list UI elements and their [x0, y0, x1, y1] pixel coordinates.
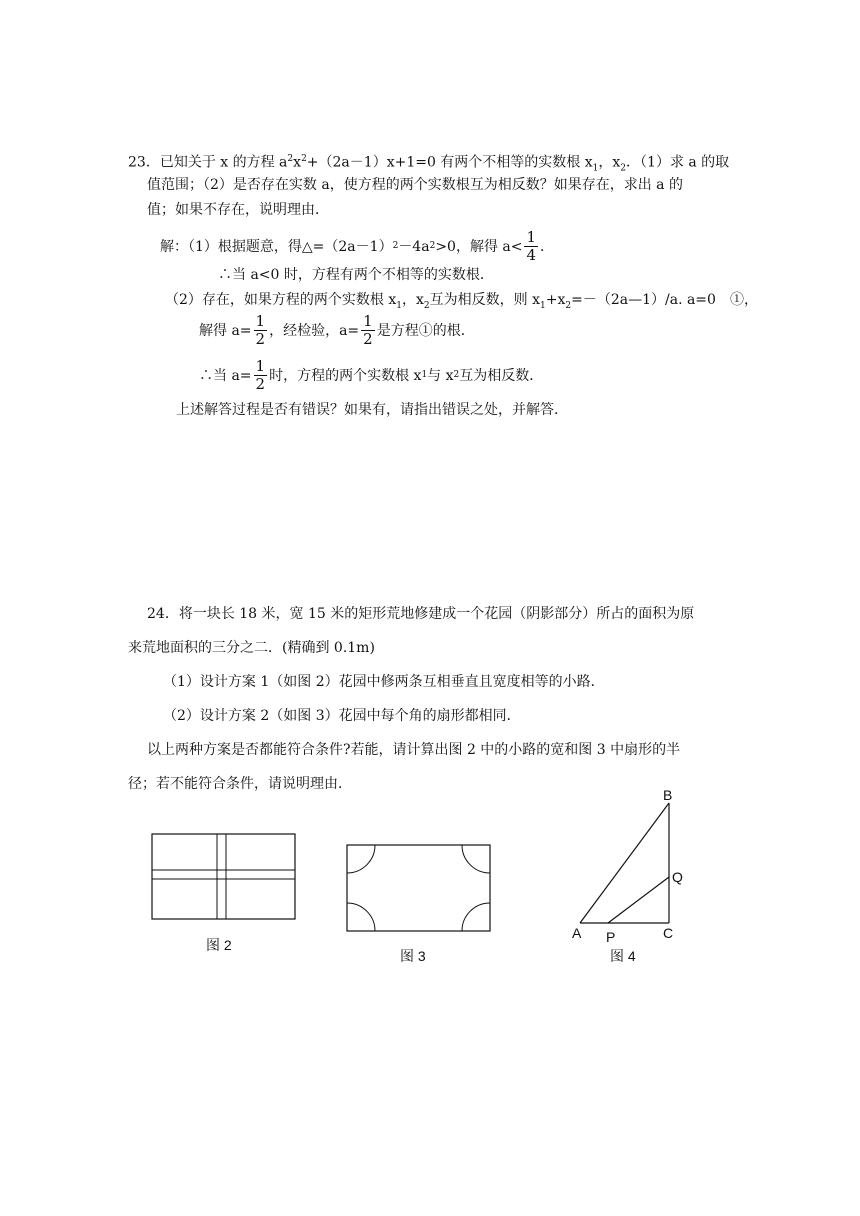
q23-line-3: 值；如果不存在，说明理由．: [147, 202, 329, 218]
label-C: C: [663, 925, 674, 941]
label-P: P: [606, 929, 616, 945]
label-A: A: [572, 925, 582, 941]
q23-line-1: 23．已知关于 x 的方程 $a^2x^2+(2a-1)x+1=0$ 有两个不相等的实数根 $x_1$，$x_2$．（1）求 a 的取: [128, 154, 730, 174]
q24-line-6: 径；若不能符合条件，请说明理由．: [128, 776, 352, 792]
q23-solution-1: 解：（1）根据题意，得△=（2a－1） 2 －4a 2 >0，解得 a< $\frac{1}{4}$ ．: [160, 227, 555, 264]
q23-solution-3: （2）存在，如果方程的两个实数根 $x_1$，$x_2$互为相反数，则 $x_1+x_2=-(2a—1)/a$. a=0 ①，: [165, 292, 758, 311]
label-B: B: [663, 787, 673, 803]
q23-question: 上述解答过程是否有错误？如果有，请指出错误之处，并解答．: [176, 402, 568, 418]
q23-solution-5: ∴当 a= $\frac{1}{2}$ 时，方程的两个实数根 x 1 与 x 2 互为相反数．: [199, 356, 544, 393]
fraction-one-quarter: $\frac{1}{4}$: [526, 227, 537, 264]
figure-4-caption: 图 4: [610, 948, 636, 964]
figure-3-diagram: [345, 843, 493, 933]
q23-solution-4: 解得 a= $\frac{1}{2}$ ，经检验，a= $\frac{1}{2}$ 是方程①的根．: [199, 311, 475, 348]
q23-solution-2: ∴当 a<0 时，方程有两个不相等的实数根．: [218, 267, 494, 283]
q24-line-2: 来荒地面积的三分之二．(精确到 0.1m): [128, 640, 375, 656]
label-Q: Q: [672, 869, 683, 885]
figure-2-caption: 图 2: [206, 937, 232, 953]
q24-line-1: 24．将一块长 18 米，宽 15 米的矩形荒地修建成一个花园（阴影部分）所占的面积为原: [147, 606, 695, 622]
fraction-one-half: $\frac{1}{2}$: [255, 356, 266, 393]
figure-3-caption: 图 3: [400, 948, 426, 964]
q24-line-5: 以上两种方案是否都能符合条件?若能，请计算出图 2 中的小路的宽和图 3 中扇形的半: [147, 742, 681, 758]
fraction-one-half: $\frac{1}{2}$: [363, 311, 373, 348]
q23-line-2: 值范围；（2）是否存在实数 a，使方程的两个实数根互为相反数？如果存在，求出 a 的: [147, 177, 683, 193]
q24-line-3: （1）设计方案 1（如图 2）花园中修两条互相垂直且宽度相等的小路．: [163, 674, 605, 690]
fraction-one-half: $\frac{1}{2}$: [255, 311, 266, 348]
figure-2-diagram: [150, 832, 298, 922]
figure-4-diagram: [570, 795, 680, 930]
q24-line-4: （2）设计方案 2（如图 3）花园中每个角的扇形都相同．: [163, 708, 521, 724]
